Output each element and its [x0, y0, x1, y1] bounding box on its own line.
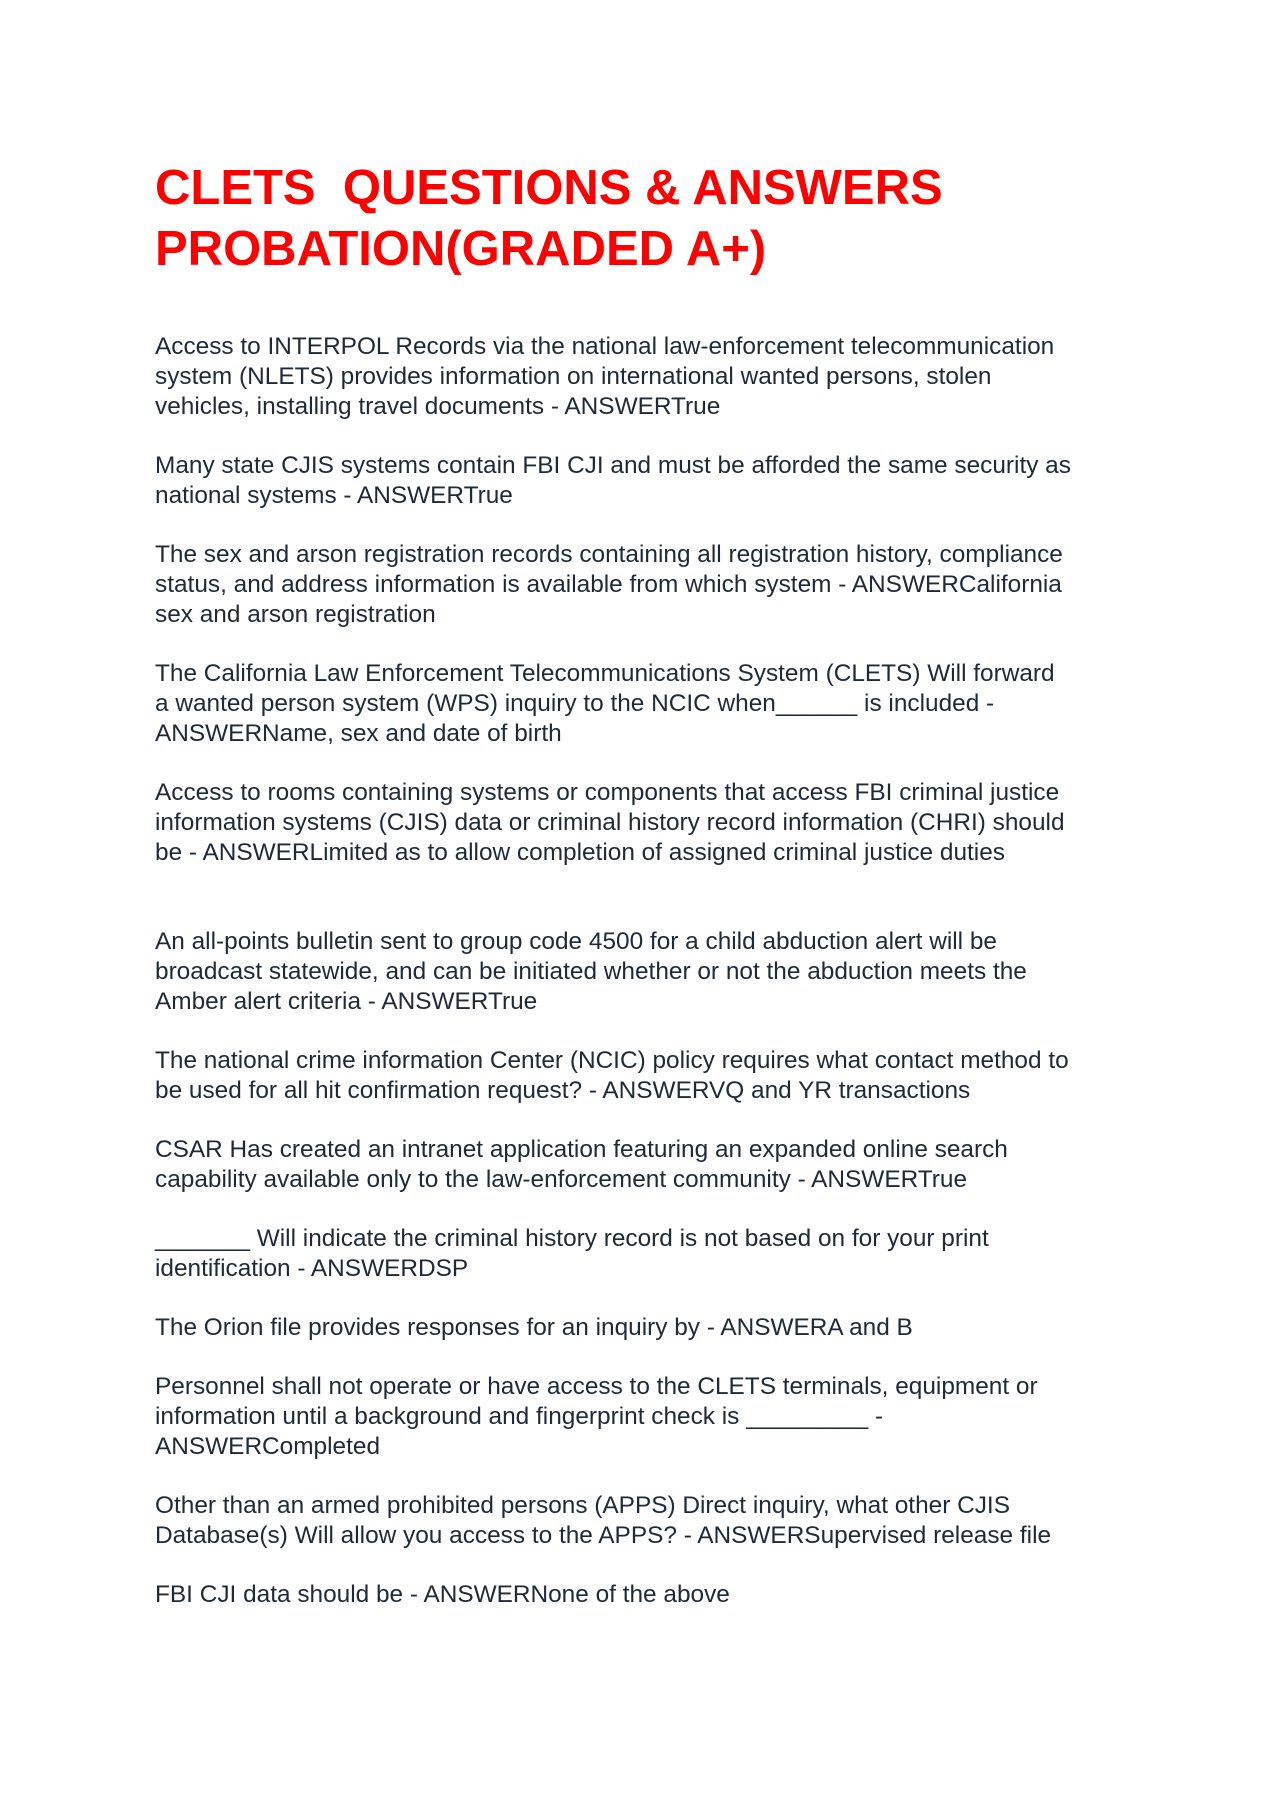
qa-list [155, 332, 1155, 1639]
qa-item: Access to rooms containing systems or components that access FBI criminal justice information systems (CJIS) data or criminal history record information (CHRI) should be - ANSWERLimited as to allow completion of assigned criminal justice duties [155, 779, 1065, 866]
document-title: CLETS QUESTIONS & ANSWERS PROBATION(GRADED A+) [155, 161, 943, 276]
qa-item: The Orion file provides responses for an inquiry by - ANSWERA and B [155, 1314, 913, 1341]
qa-item: _______ Will indicate the criminal history record is not based on for your print identification - ANSWERDSP [155, 1225, 989, 1282]
qa-item: Access to INTERPOL Records via the national law-enforcement telecommunication system (NLETS) provides information on international wanted persons, stolen vehicles, installing travel documents - ANSWERTrue [155, 333, 1055, 420]
qa-item: Other than an armed prohibited persons (APPS) Direct inquiry, what other CJIS Database(s) Will allow you access to the APPS? - ANSWERSupervised release file [155, 1492, 1052, 1549]
qa-item: The national crime information Center (NCIC) policy requires what contact method to be used for all hit confirmation request? - ANSWERVQ and YR transactions [155, 1047, 1069, 1104]
qa-item: The sex and arson registration records containing all registration history, compliance status, and address information is available from which system - ANSWERCalifornia sex and arson registration [155, 541, 1063, 628]
qa-item: CSAR Has created an intranet application featuring an expanded online search capability available only to the law-enforcement community - ANSWERTrue [155, 1136, 1008, 1193]
qa-item: Many state CJIS systems contain FBI CJI and must be afforded the same security as national systems - ANSWERTrue [155, 452, 1071, 509]
qa-item: FBI CJI data should be - ANSWERNone of the above [155, 1581, 730, 1608]
qa-item: The California Law Enforcement Telecommunications System (CLETS) Will forward a wanted person system (WPS) inquiry to the NCIC when______ is included - ANSWERName, sex and date of birth [155, 660, 1055, 747]
qa-item: Personnel shall not operate or have access to the CLETS terminals, equipment or information until a background and fingerprint check is _________ - ANSWERCompleted [155, 1373, 1038, 1460]
qa-item: An all-points bulletin sent to group code 4500 for a child abduction alert will be broadcast statewide, and can be initiated whether or not the abduction meets the Amber alert criteria - ANSWERTrue [155, 928, 1027, 1015]
